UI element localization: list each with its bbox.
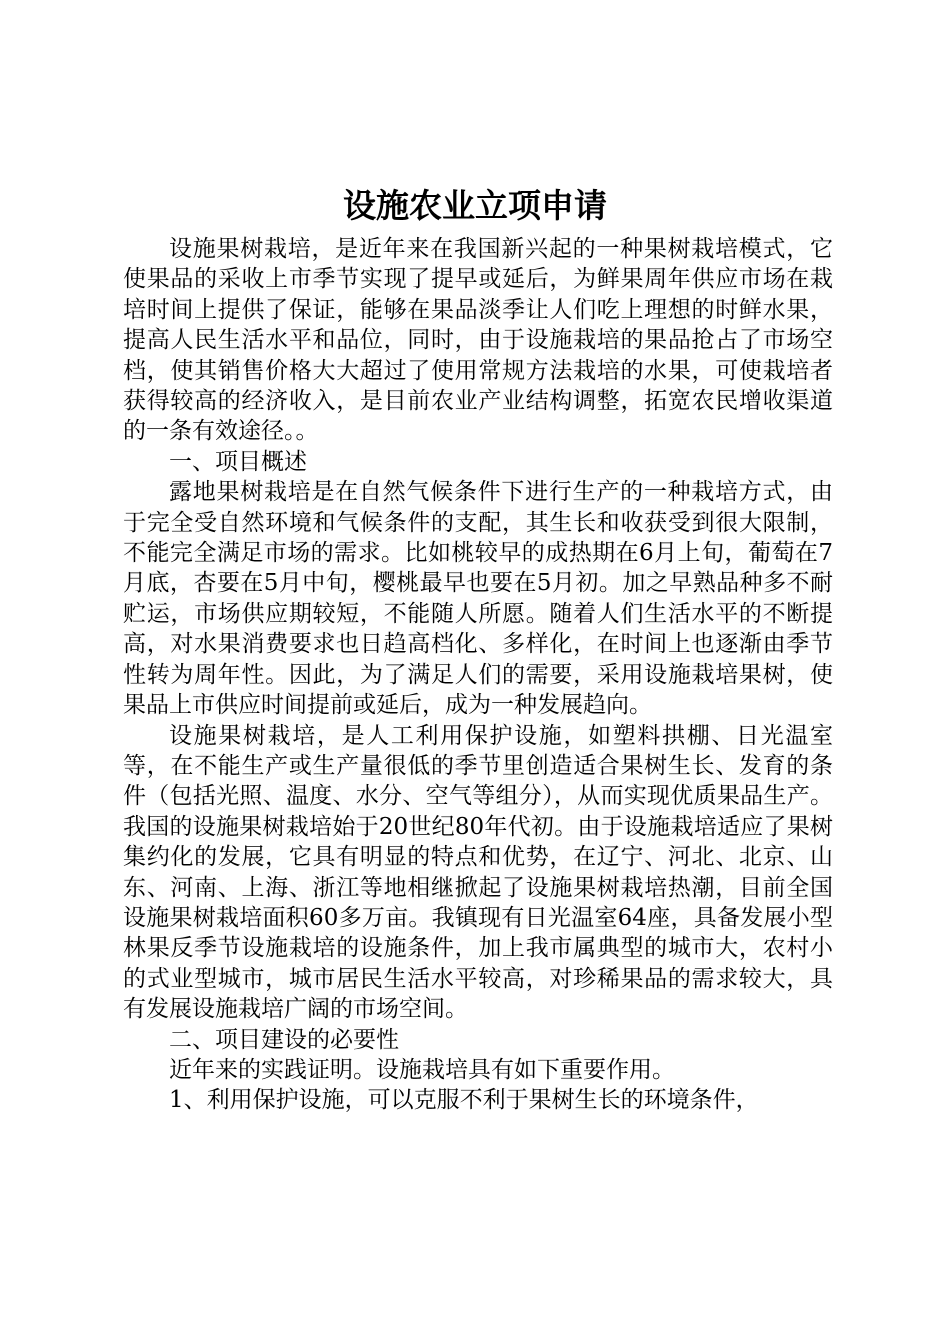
document-body <box>123 234 833 1116</box>
intro-paragraph: 设施果树栽培，是近年来在我国新兴起的一种果树栽培模式，它使果品的采收上市季节实现了提早或延后，为鲜果周年供应市场在栽培时间上提供了保证，能够在果品淡季让人们吃上理想的时鲜水果，提高人民生活水平和品位，同时，由于设施栽培的果品抢占了市场空档，使其销售价格大大超过了使用常规方法栽培的水果，可使栽培者获得较高的经济收入，是目前农业产业结构调整，拓宽农民增收渠道的一条有效途径。。 <box>123 236 833 445</box>
section-heading-overview: 一、项目概述 <box>169 448 307 475</box>
section-heading-necessity: 二、项目建设的必要性 <box>169 1026 399 1053</box>
overview-paragraph-1: 露地果树栽培是在自然气候条件下进行生产的一种栽培方式，由于完全受自然环境和气候条件的支配，其生长和收获受到很大限制，不能完全满足市场的需求。比如桃较早的成热期在6月上旬，葡萄在7月底，杏要在5月中旬，樱桃最早也要在5月初。加之早熟品种多不耐贮运，市场供应期较短，不能随人所愿。随着人们生活水平的不断提高，对水果消费要求也日趋高档化、多样化，在时间上也逐渐由季节性转为周年性。因此，为了满足人们的需要，采用设施栽培果树，使果品上市供应时间提前或延后，成为一种发展趋向。 <box>123 479 833 719</box>
document-title: 设施农业立项申请 <box>343 186 607 225</box>
necessity-item-1: 1、利用保护设施，可以克服不利于果树生长的环境条件， <box>169 1087 759 1114</box>
necessity-intro-paragraph: 近年来的实践证明。设施栽培具有如下重要作用。 <box>169 1056 675 1083</box>
overview-paragraph-2: 设施果树栽培，是人工利用保护设施，如塑料拱棚、日光温室等，在不能生产或生产量很低的季节里创造适合果树生长、发育的条件（包括光照、温度、水分、空气等组分），从而实现优质果品生产。我国的设施果树栽培始于20世纪80年代初。由于设施栽培适应了果树集约化的发展，它具有明显的特点和优势，在辽宁、河北、北京、山东、河南、上海、浙江等地相继掀起了设施果树栽培热潮，目前全国设施果树栽培面积60多万亩。我镇现有日光温室64座，具备发展小型林果反季节设施栽培的设施条件，加上我市属典型的城市大，农村小的式业型城市，城市居民生活水平较高，对珍稀果品的需求较大，具有发展设施栽培广阔的市场空间。 <box>123 722 833 1023</box>
